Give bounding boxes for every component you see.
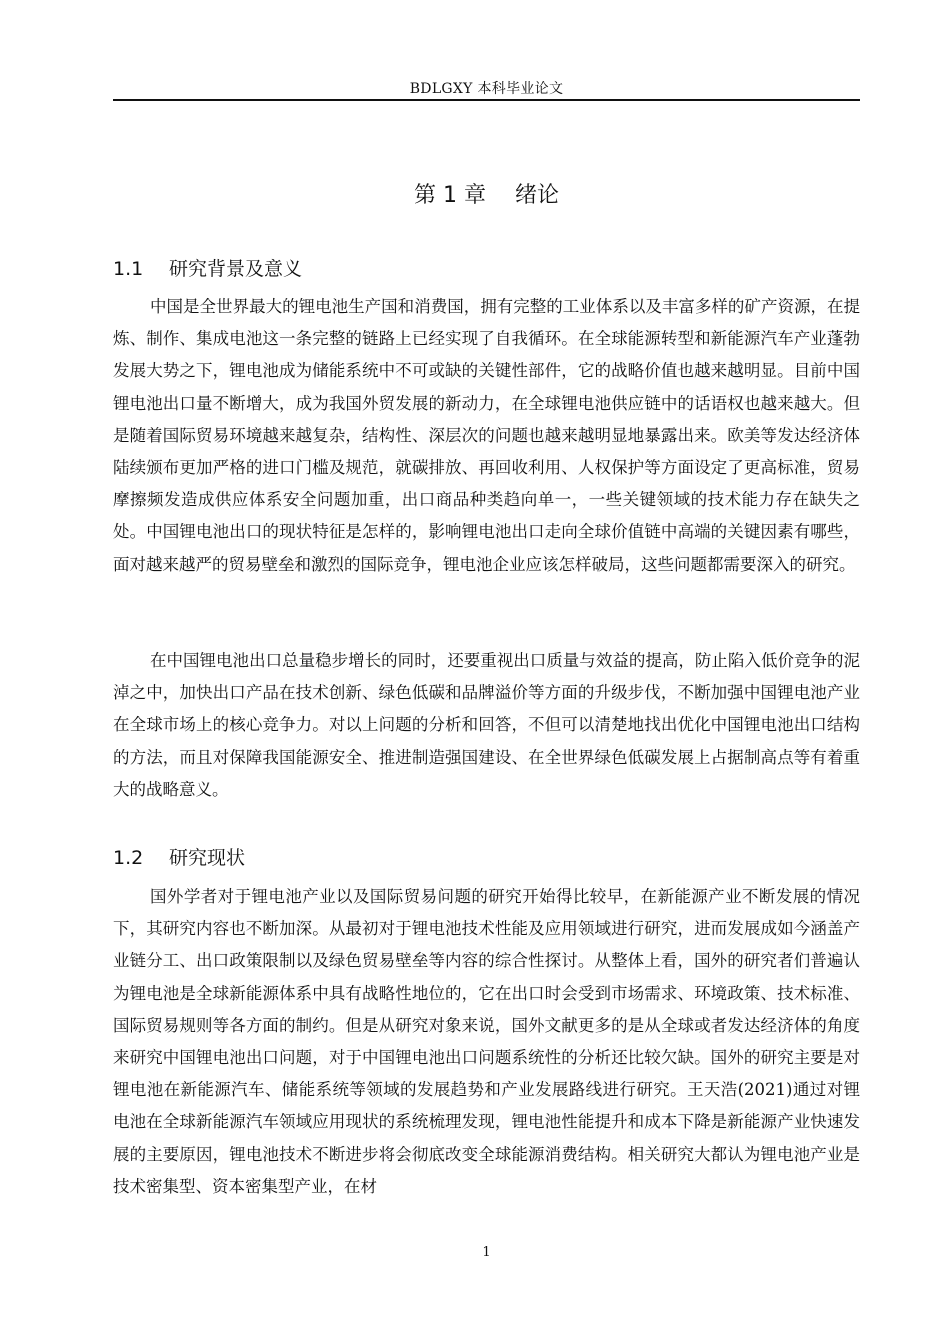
page-number: 1 [482,1245,491,1260]
body-paragraph: 在中国锂电池出口总量稳步增长的同时，还要重视出口质量与效益的提高，防止陷入低价竞争的泥淖之中，加快出口产品在技术创新、绿色低碳和品牌溢价等方面的升级步伐，不断加强中国锂电池产业在全球市场上的核心竞争力。对以上问题的分析和回答，不但可以清楚地找出优化中国锂电池出口结构的方法，而且对保障我国能源安全、推进制造强国建设、在全世界绿色低碳发展上占据制高点等有着重大的战略意义。 [113,651,860,799]
section-heading-1-2 [113,843,245,870]
section-title: 研究背景及意义 [169,258,303,280]
section-number: 1.2 [113,847,144,869]
section-heading-1-1 [113,254,302,281]
section-number: 1.1 [113,258,144,280]
header-rule [113,99,860,101]
running-header: BDLGXY 本科毕业论文 [409,81,564,97]
body-paragraph: 中国是全世界最大的锂电池生产国和消费国，拥有完整的工业体系以及丰富多样的矿产资源，在提炼、制作、集成电池这一条完整的链路上已经实现了自我循环。在全球能源转型和新能源汽车产业蓬勃发展大势之下，锂电池成为储能系统中不可或缺的关键性部件，它的战略价值也越来越明显。目前中国锂电池出口量不断增大，成为我国外贸发展的新动力，在全球锂电池供应链中的话语权也越来越大。但是随着国际贸易环境越来越复杂，结构性、深层次的问题也越来越明显地暴露出来。欧美等发达经济体陆续颁布更加严格的进口门槛及规范，就碳排放、再回收利用、人权保护等方面设定了更高标准，贸易摩擦频发造成供应体系安全问题加重，出口商品种类趋向单一，一些关键领域的技术能力存在缺失之处。中国锂电池出口的现状特征是怎样的，影响锂电池出口走向全球价值链中高端的关键因素有哪些，面对越来越严的贸易壁垒和激烈的国际竞争，锂电池企业应该怎样破局，这些问题都需要深入的研究。 [113,297,860,574]
section-title: 研究现状 [169,847,246,869]
body-paragraph: 国外学者对于锂电池产业以及国际贸易问题的研究开始得比较早，在新能源产业不断发展的情况下，其研究内容也不断加深。从最初对于锂电池技术性能及应用领域进行研究，进而发展成如今涵盖产业链分工、出口政策限制以及绿色贸易壁垒等内容的综合性探讨。从整体上看，国外的研究者们普遍认为锂电池是全球新能源体系中具有战略性地位的，它在出口时会受到市场需求、环境政策、技术标准、国际贸易规则等各方面的制约。但是从研究对象来说，国外文献更多的是从全球或者发达经济体的角度来研究中国锂电池出口问题，对于中国锂电池出口问题系统性的分析还比较欠缺。国外的研究主要是对锂电池在新能源汽车、储能系统等领域的发展趋势和产业发展路线进行研究。王天浩(2021)通过对锂电池在全球新能源汽车领域应用现状的系统梳理发现，锂电池性能提升和成本下降是新能源产业快速发展的主要原因，锂电池技术不断进步将会彻底改变全球能源消费结构。相关研究大都认为锂电池产业是技术密集型、资本密集型产业，在材 [113,887,860,1196]
chapter-title: 第 1 章 绪论 [414,183,559,208]
